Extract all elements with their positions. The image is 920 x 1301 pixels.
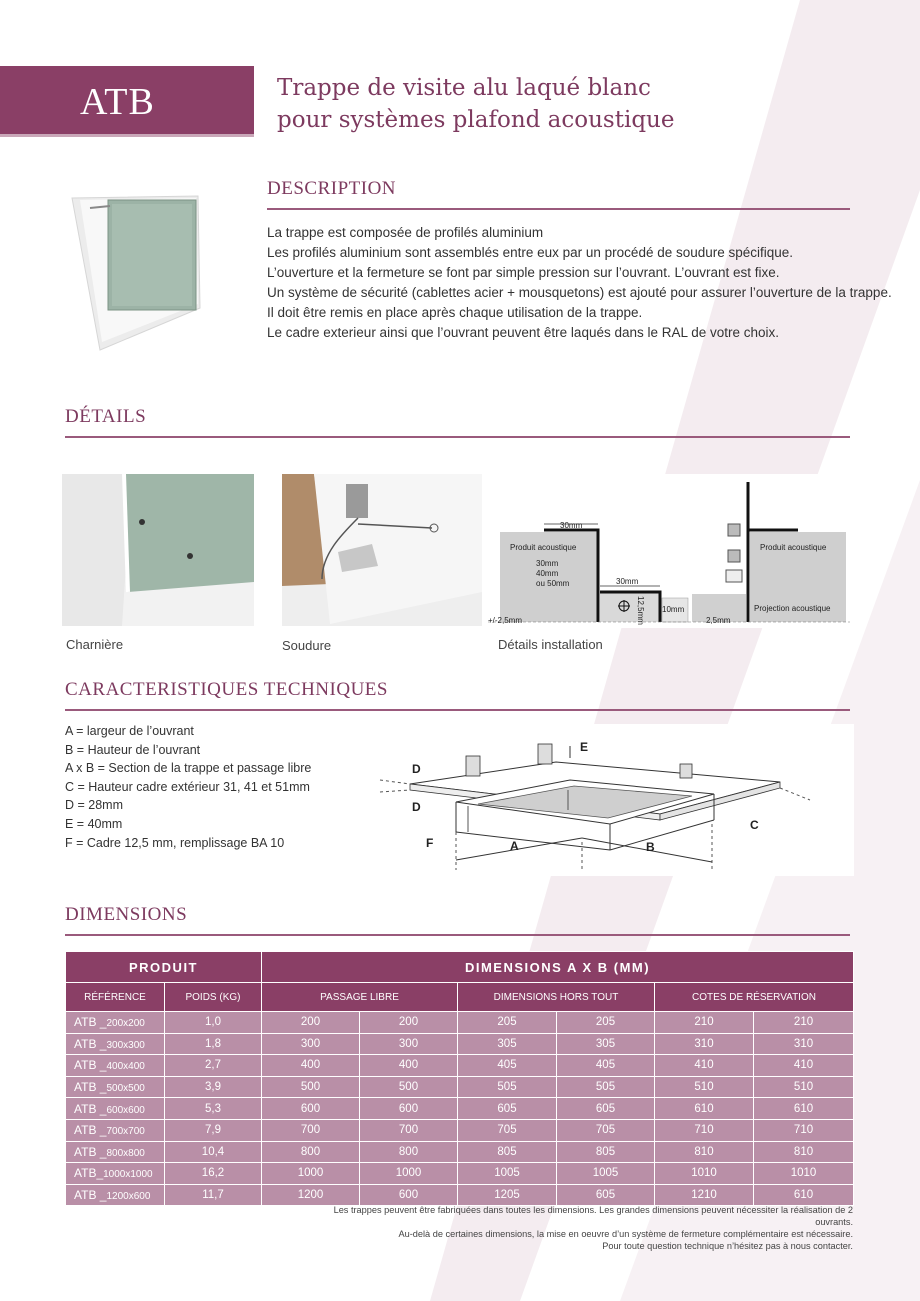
cell-cr-a: 1210 — [655, 1184, 754, 1206]
cell-poids: 1,8 — [165, 1033, 262, 1055]
table-row — [66, 1119, 854, 1141]
cell-pl-b: 300 — [360, 1033, 458, 1055]
cell-reference — [66, 1098, 165, 1120]
diagram-letter-d-top: D — [412, 762, 421, 776]
cell-ht-b: 605 — [557, 1098, 655, 1120]
cell-ht-b: 705 — [557, 1119, 655, 1141]
cell-pl-a: 400 — [262, 1055, 360, 1077]
cell-poids: 5,3 — [165, 1098, 262, 1120]
installation-projection: Projection acoustique — [754, 604, 831, 613]
cell-pl-a: 1200 — [262, 1184, 360, 1206]
header-poids: POIDS (KG) — [165, 983, 262, 1012]
cell-cr-a: 510 — [655, 1076, 754, 1098]
cell-pl-a: 300 — [262, 1033, 360, 1055]
reference-size: 700x700 — [106, 1126, 145, 1138]
caption-welding: Soudure — [282, 638, 332, 653]
page-title — [277, 72, 674, 136]
hinge-photo — [62, 474, 254, 626]
cell-pl-b: 400 — [360, 1055, 458, 1077]
reference-prefix: ATB _ — [74, 1123, 107, 1138]
cell-pl-b: 1000 — [360, 1163, 458, 1185]
reference-size: 600x600 — [106, 1104, 145, 1116]
cell-cr-a: 310 — [655, 1033, 754, 1055]
table-row — [66, 1141, 854, 1163]
cell-ht-b: 805 — [557, 1141, 655, 1163]
table-row — [66, 1012, 854, 1034]
cell-pl-b: 700 — [360, 1119, 458, 1141]
cell-pl-b: 600 — [360, 1184, 458, 1206]
cell-cr-a: 1010 — [655, 1163, 754, 1185]
cell-ht-a: 205 — [458, 1012, 557, 1034]
product-code: ATB — [80, 81, 155, 123]
cell-cr-b: 810 — [754, 1141, 854, 1163]
cell-pl-b: 200 — [360, 1012, 458, 1034]
cell-ht-a: 605 — [458, 1098, 557, 1120]
cell-cr-b: 410 — [754, 1055, 854, 1077]
spec-item: D = 28mm — [65, 798, 124, 813]
cell-ht-b: 205 — [557, 1012, 655, 1034]
cell-pl-a: 1000 — [262, 1163, 360, 1185]
reference-prefix: ATB _ — [74, 1080, 107, 1095]
cell-ht-b: 405 — [557, 1055, 655, 1077]
header-produit: PRODUIT — [66, 952, 262, 983]
title-line-1: Trappe de visite alu laqué blanc — [277, 75, 651, 101]
cell-ht-a: 505 — [458, 1076, 557, 1098]
cell-pl-b: 600 — [360, 1098, 458, 1120]
specs-heading: CARACTERISTIQUES TECHNIQUES — [65, 679, 388, 700]
cell-cr-a: 410 — [655, 1055, 754, 1077]
description-line: L’ouverture et la fermeture se font par simple pression sur l’ouvrant. L’ouvrant est fixe. — [267, 265, 780, 280]
cell-pl-a: 500 — [262, 1076, 360, 1098]
cell-ht-a: 1205 — [458, 1184, 557, 1206]
cell-cr-b: 610 — [754, 1098, 854, 1120]
cell-ht-a: 1005 — [458, 1163, 557, 1185]
table-row — [66, 1055, 854, 1077]
description-text — [267, 223, 892, 343]
cell-ht-a: 305 — [458, 1033, 557, 1055]
cell-ht-b: 505 — [557, 1076, 655, 1098]
table-body — [66, 1012, 854, 1206]
cell-reference — [66, 1163, 165, 1185]
banner-underline — [0, 134, 254, 137]
cell-cr-a: 210 — [655, 1012, 754, 1034]
diagram-letter-f: F — [426, 836, 434, 850]
reference-size: 200x200 — [106, 1018, 145, 1030]
cell-ht-b: 305 — [557, 1033, 655, 1055]
header-dimensions: DIMENSIONS A X B (MM) — [262, 952, 854, 983]
description-line: Les profilés aluminium sont assemblés entre eux par un procédé de soudure spécifique. — [267, 245, 794, 260]
reference-prefix: ATB _ — [74, 1101, 107, 1116]
reference-prefix: ATB _ — [74, 1015, 107, 1030]
reference-prefix: ATB _ — [74, 1058, 107, 1073]
cell-reference — [66, 1184, 165, 1206]
spec-item: C = Hauteur cadre extérieur 31, 41 et 51mm — [65, 779, 310, 794]
cell-cr-a: 810 — [655, 1141, 754, 1163]
cell-poids: 11,7 — [165, 1184, 262, 1206]
cell-cr-b: 710 — [754, 1119, 854, 1141]
cell-poids: 7,9 — [165, 1119, 262, 1141]
cell-ht-b: 1005 — [557, 1163, 655, 1185]
cell-reference — [66, 1055, 165, 1077]
diagram-letter-b: B — [646, 840, 655, 854]
cell-reference — [66, 1033, 165, 1055]
header-passage-libre: PASSAGE LIBRE — [262, 983, 458, 1012]
spec-item: A x B = Section de la trappe et passage libre — [65, 761, 312, 776]
caption-hinge: Charnière — [66, 637, 124, 652]
cell-reference — [66, 1012, 165, 1034]
reference-prefix: ATB_ — [74, 1166, 104, 1181]
header-reference: RÉFÉRENCE — [66, 983, 165, 1012]
cell-pl-a: 600 — [262, 1098, 360, 1120]
installation-dim-2-5mm-left: +/-2,5mm — [488, 616, 523, 625]
diagram-letter-e: E — [580, 740, 589, 754]
note-line: Les trappes peuvent être fabriquées dans toutes les dimensions. Les grandes dimensions peuvent nécessiter la réalisation de 2 ouvrants. — [333, 1205, 853, 1227]
table-group-header — [66, 952, 854, 983]
note-line: Au-delà de certaines dimensions, la mise en oeuvre d’un système de fermeture complémentaire est nécessaire. — [398, 1229, 853, 1239]
installation-product-left: Produit acoustique — [510, 543, 577, 552]
caption-installation: Détails installation — [498, 637, 603, 652]
table-row — [66, 1033, 854, 1055]
dimensions-table — [65, 951, 854, 1206]
diagram-letter-a: A — [510, 839, 519, 853]
details-rule — [65, 436, 850, 438]
cell-cr-b: 310 — [754, 1033, 854, 1055]
cell-ht-a: 805 — [458, 1141, 557, 1163]
welding-photo — [282, 474, 482, 626]
table-row — [66, 1184, 854, 1206]
installation-diagram — [488, 474, 850, 628]
cell-poids: 16,2 — [165, 1163, 262, 1185]
cell-poids: 2,7 — [165, 1055, 262, 1077]
reference-size: 400x400 — [106, 1061, 145, 1073]
details-heading: DÉTAILS — [65, 406, 147, 427]
technical-diagram — [370, 724, 854, 876]
reference-prefix: ATB _ — [74, 1036, 107, 1051]
cell-pl-b: 500 — [360, 1076, 458, 1098]
description-line: Il doit être remis en place après chaque utilisation de la trappe. — [267, 305, 643, 320]
installation-dim-12-5mm: 12,5mm — [636, 596, 645, 625]
title-line-2: pour systèmes plafond acoustique — [277, 107, 675, 133]
description-line: Un système de sécurité (cablettes acier + mousquetons) est ajouté pour assurer l’ouverture de la trappe. — [267, 285, 892, 300]
installation-dim-2-5mm-right: 2,5mm — [706, 616, 731, 625]
description-line: Le cadre exterieur ainsi que l’ouvrant peuvent être laqués dans le RAL de votre choix. — [267, 325, 780, 340]
cell-cr-b: 210 — [754, 1012, 854, 1034]
table-row — [66, 1076, 854, 1098]
dimensions-rule — [65, 934, 850, 936]
description-rule — [267, 208, 850, 210]
spec-item: E = 40mm — [65, 816, 123, 831]
diagram-letter-d-bottom: D — [412, 800, 421, 814]
reference-prefix: ATB _ — [74, 1144, 107, 1159]
installation-thickness-3: ou 50mm — [536, 579, 570, 588]
reference-size: 300x300 — [106, 1039, 145, 1051]
reference-size: 800x800 — [106, 1147, 145, 1159]
installation-product-right: Produit acoustique — [760, 543, 827, 552]
reference-size: 500x500 — [106, 1083, 145, 1095]
cell-ht-b: 605 — [557, 1184, 655, 1206]
cell-reference — [66, 1141, 165, 1163]
reference-prefix: ATB _ — [74, 1188, 107, 1203]
description-heading: DESCRIPTION — [267, 178, 397, 199]
cell-reference — [66, 1076, 165, 1098]
header-cotes-reservation: COTES DE RÉSERVATION — [655, 983, 854, 1012]
specs-rule — [65, 709, 850, 711]
cell-poids: 1,0 — [165, 1012, 262, 1034]
installation-thickness-1: 30mm — [536, 559, 559, 568]
product-photo — [66, 190, 206, 355]
cell-pl-a: 700 — [262, 1119, 360, 1141]
installation-dim-30mm-mid: 30mm — [616, 577, 639, 586]
cell-cr-b: 610 — [754, 1184, 854, 1206]
reference-size: 1000x1000 — [103, 1169, 153, 1181]
reference-size: 1200x600 — [106, 1191, 151, 1203]
installation-dim-30mm-top: 30mm — [560, 521, 583, 530]
cell-poids: 10,4 — [165, 1141, 262, 1163]
footer-notes — [300, 1204, 853, 1252]
cell-reference — [66, 1119, 165, 1141]
table-column-header — [66, 983, 854, 1012]
spec-item: F = Cadre 12,5 mm, remplissage BA 10 — [65, 835, 285, 850]
header-hors-tout: DIMENSIONS HORS TOUT — [458, 983, 655, 1012]
cell-pl-a: 800 — [262, 1141, 360, 1163]
installation-dim-10mm: 10mm — [662, 605, 685, 614]
cell-pl-b: 800 — [360, 1141, 458, 1163]
description-line: La trappe est composée de profilés aluminium — [267, 225, 544, 240]
cell-cr-b: 1010 — [754, 1163, 854, 1185]
cell-cr-b: 510 — [754, 1076, 854, 1098]
cell-poids: 3,9 — [165, 1076, 262, 1098]
cell-ht-a: 405 — [458, 1055, 557, 1077]
table-row — [66, 1098, 854, 1120]
specs-list — [65, 722, 311, 852]
cell-pl-a: 200 — [262, 1012, 360, 1034]
cell-cr-a: 610 — [655, 1098, 754, 1120]
dimensions-heading: DIMENSIONS — [65, 904, 188, 925]
diagram-letter-c: C — [750, 818, 759, 832]
installation-thickness-2: 40mm — [536, 569, 559, 578]
spec-item: A = largeur de l’ouvrant — [65, 724, 194, 738]
spec-item: B = Hauteur de l’ouvrant — [65, 742, 201, 757]
cell-ht-a: 705 — [458, 1119, 557, 1141]
table-row — [66, 1163, 854, 1185]
note-line: Pour toute question technique n’hésitez pas à nous contacter. — [602, 1241, 853, 1251]
cell-cr-a: 710 — [655, 1119, 754, 1141]
